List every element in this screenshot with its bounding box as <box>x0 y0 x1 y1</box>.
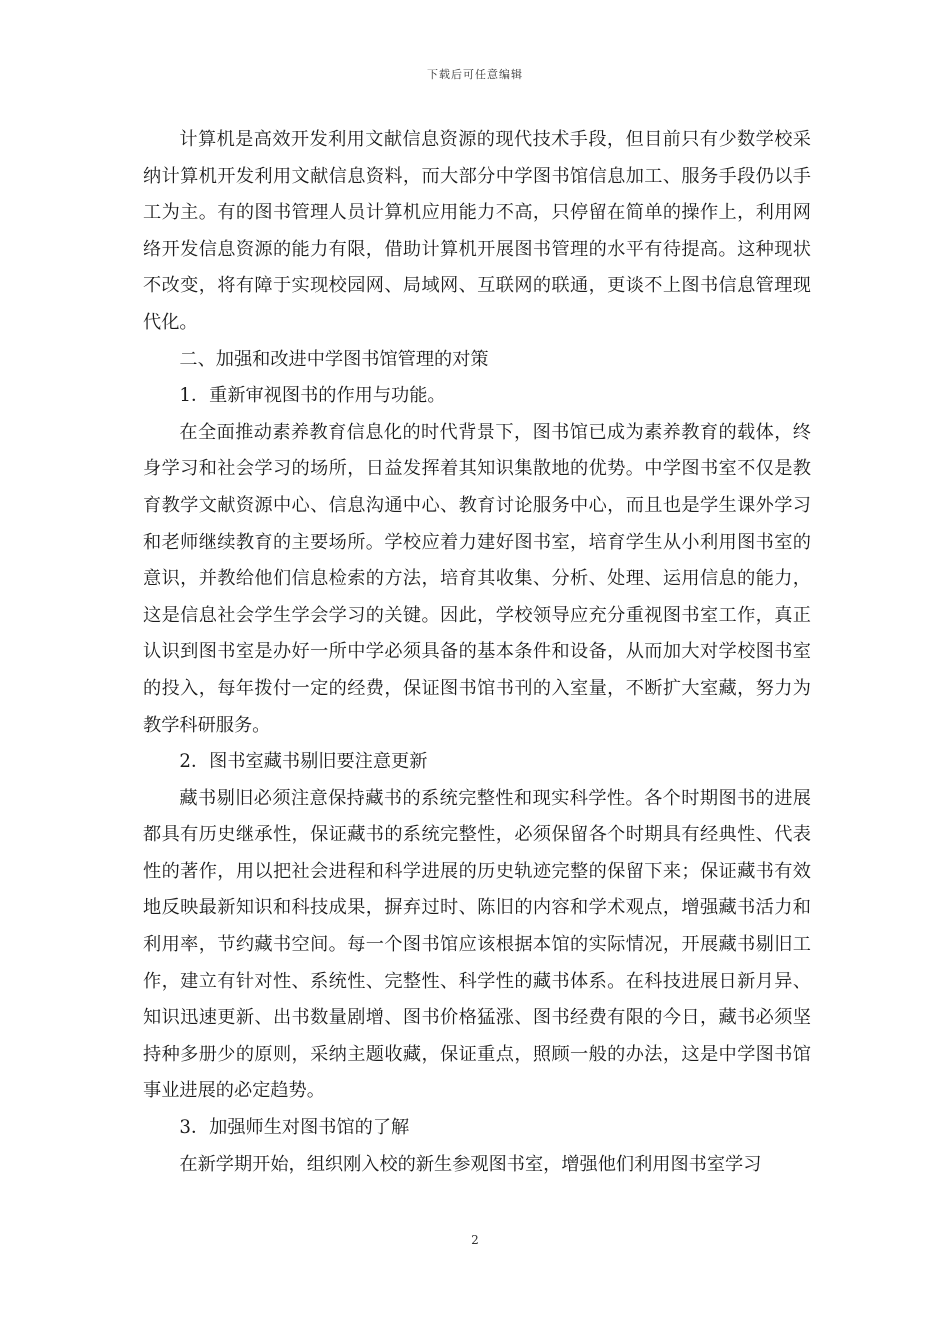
document-body <box>143 122 811 1183</box>
subheading-3: 3．加强师生对图书馆的了解 <box>179 1117 410 1139</box>
page-header: 下载后可任意编辑 <box>427 68 523 81</box>
paragraph-library-role: 在全面推动素养教育信息化的时代背景下，图书馆已成为素养教育的载体，终身学习和社会学习的场所，日益发挥着其知识集散地的优势。中学图书室不仅是教育教学文献资源中心、信息沟通中心、教育讨论服务中心，而且也是学生课外学习和老师继续教育的主要场所。学校应着力建好图书室，培育学生从小利用图书室的意识，并教给他们信息检索的方法，培育其收集、分析、处理、运用信息的能力，这是信息社会学生学会学习的关键。因此，学校领导应充分重视图书室工作，真正认识到图书室是办好一所中学必须具备的基本条件和设备，从而加大对学校图书室的投入，每年拨付一定的经费，保证图书馆书刊的入室量，不断扩大室藏，努力为教学科研服务。 <box>143 421 811 736</box>
page-number: 2 <box>471 1233 479 1247</box>
section-heading-countermeasures: 二、加强和改进中学图书馆管理的对策 <box>179 348 489 370</box>
subheading-2: 2．图书室藏书剔旧要注意更新 <box>179 751 428 773</box>
subheading-1: 1．重新审视图书的作用与功能。 <box>179 385 446 407</box>
paragraph-computer-use: 计算机是高效开发利用文献信息资源的现代技术手段，但目前只有少数学校采纳计算机开发利用文献信息资料，而大部分中学图书馆信息加工、服务手段仍以手工为主。有的图书管理人员计算机应用能力不高，只停留在简单的操作上，利用网络开发信息资源的能力有限，借助计算机开展图书管理的水平有待提高。这种现状不改变，将有障于实现校园网、局域网、互联网的联通，更谈不上图书信息管理现代化。 <box>143 129 811 333</box>
paragraph-weeding: 藏书剔旧必须注意保持藏书的系统完整性和现实科学性。各个时期图书的进展都具有历史继承性，保证藏书的系统完整性，必须保留各个时期具有经典性、代表性的著作，用以把社会进程和科学进展的历史轨迹完整的保留下来；保证藏书有效地反映最新知识和科技成果，摒弃过时、陈旧的内容和学术观点，增强藏书活力和利用率，节约藏书空间。每一个图书馆应该根据本馆的实际情况，开展藏书剔旧工作，建立有针对性、系统性、完整性、科学性的藏书体系。在科技进展日新月异、知识迅速更新、出书数量剧增、图书价格猛涨、图书经费有限的今日，藏书必须坚持种多册少的原则，采纳主题收藏，保证重点，照顾一般的办法，这是中学图书馆事业进展的必定趋势。 <box>143 787 811 1102</box>
paragraph-orientation: 在新学期开始，组织刚入校的新生参观图书室，增强他们利用图书室学习 <box>179 1153 762 1175</box>
